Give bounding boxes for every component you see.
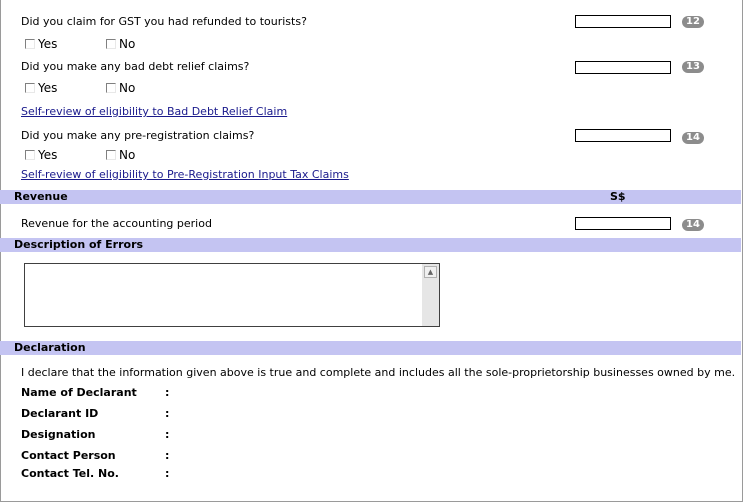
question-pre-registration: Did you make any pre-registration claims? [21, 129, 255, 142]
revenue-section-header [0, 190, 741, 204]
declarant-id-label: Declarant ID [21, 407, 99, 420]
yes-checkbox[interactable] [25, 39, 35, 49]
textarea-scrollbar[interactable] [422, 264, 439, 326]
box-number-badge: 12 [682, 16, 704, 28]
name-of-declarant-label: Name of Declarant [21, 386, 137, 399]
no-checkbox[interactable] [106, 150, 116, 160]
yes-checkbox[interactable] [25, 150, 35, 160]
box-number-badge: 13 [682, 61, 704, 73]
scroll-up-arrow-icon[interactable]: ▲ [424, 266, 437, 278]
question-tourist-refund: Did you claim for GST you had refunded to tourists? [21, 15, 307, 28]
yes-checkbox[interactable] [25, 83, 35, 93]
box-number-badge: 14 [682, 219, 704, 231]
bad-debt-no-option[interactable]: No [106, 81, 135, 95]
pre-registration-self-review-link[interactable]: Self-review of eligibility to Pre-Registration Input Tax Claims [21, 168, 349, 181]
tourist-refund-no-option[interactable]: No [106, 37, 135, 51]
tourist-refund-yes-option[interactable]: Yes [25, 37, 57, 51]
tourist-refund-amount-field[interactable] [575, 15, 671, 28]
revenue-label: Revenue for the accounting period [21, 217, 212, 230]
contact-person-label: Contact Person [21, 449, 116, 462]
declaration-section-header [0, 341, 741, 355]
declaration-statement: I declare that the information given above is true and complete and includes all the sole-proprietorship businesses owned by me. [21, 366, 736, 379]
question-bad-debt: Did you make any bad debt relief claims? [21, 60, 250, 73]
field-separator: : [165, 407, 170, 420]
declaration-header-title: Declaration [14, 341, 86, 354]
contact-tel-label: Contact Tel. No. [21, 467, 119, 480]
bad-debt-self-review-link[interactable]: Self-review of eligibility to Bad Debt Relief Claim [21, 105, 288, 118]
field-separator: : [165, 386, 170, 399]
field-separator: : [165, 467, 170, 480]
description-of-errors-textarea[interactable] [24, 263, 440, 327]
errors-section-header [0, 238, 741, 252]
field-separator: : [165, 428, 170, 441]
revenue-amount-field[interactable] [575, 217, 671, 230]
no-checkbox[interactable] [106, 39, 116, 49]
field-separator: : [165, 449, 170, 462]
pre-registration-no-option[interactable]: No [106, 148, 135, 162]
bad-debt-yes-option[interactable]: Yes [25, 81, 57, 95]
designation-label: Designation [21, 428, 96, 441]
currency-label: S$ [610, 190, 626, 203]
no-checkbox[interactable] [106, 83, 116, 93]
box-number-badge: 14 [682, 132, 704, 144]
pre-registration-yes-option[interactable]: Yes [25, 148, 57, 162]
bad-debt-amount-field[interactable] [575, 61, 671, 74]
errors-header-title: Description of Errors [14, 238, 144, 251]
revenue-header-title: Revenue [14, 190, 68, 203]
pre-registration-amount-field[interactable] [575, 129, 671, 142]
